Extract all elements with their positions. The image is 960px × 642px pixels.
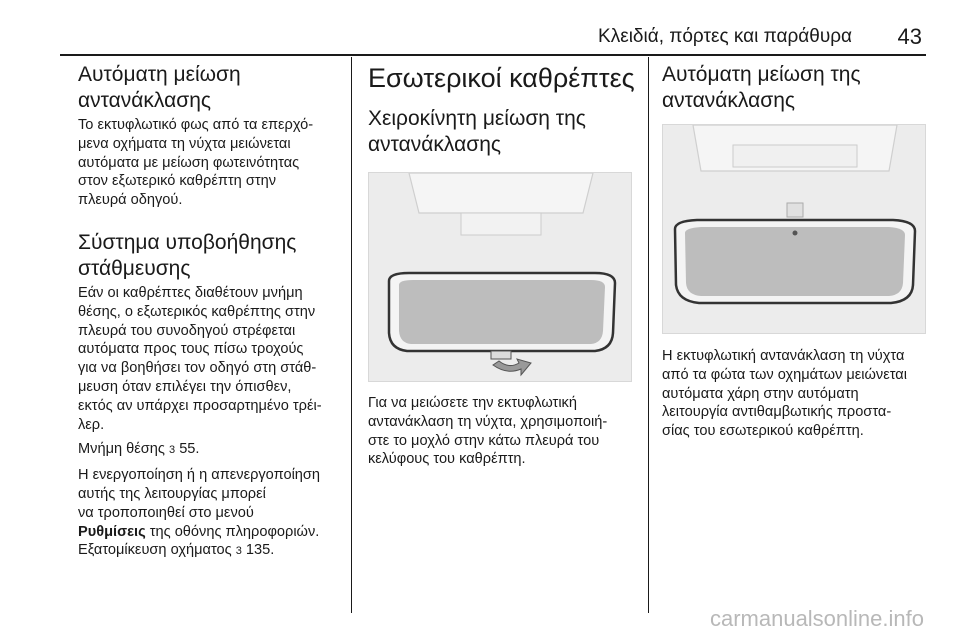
reference-text: Μνήμη θέσης [78, 441, 165, 458]
text-line: για να βοηθήσει τον οδηγό στη στάθ- [78, 360, 317, 377]
heading-line: Αυτόματη μείωση [78, 63, 241, 86]
heading-line: Αυτόματη μείωση της [662, 63, 861, 86]
heading-line: Χειροκίνητη μείωση της [368, 107, 586, 130]
activation-paragraph [78, 466, 346, 561]
auto-dimming-interior-paragraph [662, 347, 932, 441]
section-heading-auto-dimming-interior [662, 62, 932, 114]
text-line: αυτόματα με μείωση φωτεινότητας [78, 154, 300, 171]
subheading-manual-dimming [368, 106, 640, 158]
text-line: πλευρά του συνοδηγού στρέφεται [78, 322, 296, 339]
text-line: λειτουργία αντιθαμβωτικής προστα- [662, 404, 892, 421]
chapter-title: Κλειδιά, πόρτες και παράθυρα [598, 26, 852, 47]
heading-line: αντανάκλασης [78, 89, 212, 112]
heading-line: αντανάκλασης [368, 133, 502, 156]
page-ref-arrow-icon: 3 [235, 545, 242, 558]
text-line: στον εξωτερικό καθρέπτη στην [78, 173, 277, 190]
page-number: 43 [897, 24, 922, 49]
text-line: σίας του εσωτερικού καθρέπτη. [662, 423, 864, 440]
memory-reference [78, 440, 346, 460]
text-line: αντανάκλαση τη νύχτα, χρησιμοποιή- [368, 413, 608, 430]
heading-line: Σύστημα υποβοήθησης [78, 230, 297, 254]
column-divider-2 [648, 57, 649, 613]
text-line: μενα οχήματα τη νύχτα μειώνεται [78, 135, 291, 152]
parking-assist-paragraph [78, 284, 346, 434]
text-fragment: της οθόνης πληροφοριών. [149, 523, 320, 540]
column-divider-1 [351, 57, 352, 613]
text-line: Για να μειώσετε την εκτυφλωτική [368, 395, 577, 411]
page-header [60, 22, 926, 56]
text-line: μευση όταν επιλέγει την όπισθεν, [78, 378, 292, 395]
auto-dimming-paragraph [78, 116, 346, 210]
section-heading-auto-dimming [78, 62, 346, 114]
text-line: κελύφους του καθρέπτη. [368, 451, 526, 468]
text-line: Το εκτυφλωτικό φως από τα επερχό- [78, 117, 314, 133]
text-line [78, 541, 346, 561]
settings-menu-label: Ρυθμίσεις [78, 523, 146, 540]
heading-line: στάθμευσης [78, 256, 191, 280]
interior-mirror-icon [663, 125, 926, 334]
reference-page[interactable]: 135. [245, 542, 275, 559]
text-line: Εάν οι καθρέπτες διαθέτουν μνήμη [78, 284, 303, 301]
text-line: αυτόματα προς τους πίσω τροχούς [78, 341, 304, 358]
section-heading-interior-mirrors: Εσωτερικοί καθρέπτες [368, 63, 635, 93]
text-line: αυτόματα χάρη στην αυτόματη [662, 385, 859, 402]
manual-dimming-paragraph [368, 394, 640, 469]
text-line: Η ενεργοποίηση ή η απενεργοποίηση [78, 467, 321, 484]
text-line: από τα φώτα των οχημάτων μειώνεται [662, 366, 907, 383]
reference-page[interactable]: 55. [179, 441, 200, 458]
heading-line: αντανάκλασης [662, 89, 796, 112]
text-fragment: Εξατομίκευση οχήματος [78, 542, 232, 559]
text-line [78, 523, 346, 542]
text-line: θέσης, ο εξωτερικός καθρέπτης στην [78, 303, 316, 320]
column-left [78, 62, 346, 561]
column-right [662, 62, 932, 441]
section-heading-parking-assist [78, 230, 346, 282]
header-rule [60, 54, 926, 56]
manual-mirror-illustration [368, 172, 632, 382]
text-line: στε το μοχλό στην κάτω πλευρά του [368, 432, 600, 449]
text-line: πλευρά οδηγού. [78, 192, 183, 209]
text-line: εκτός αν υπάρχει προσαρτημένο τρέι- [78, 397, 322, 414]
text-line: αυτής της λειτουργίας μπορεί [78, 485, 266, 502]
column-middle [368, 62, 640, 469]
text-line: να τροποποιηθεί στο μενού [78, 504, 254, 521]
mirror-lever-icon [369, 173, 632, 382]
text-line: λερ. [78, 416, 105, 433]
text-line: Η εκτυφλωτική αντανάκλαση τη νύχτα [662, 348, 905, 364]
watermark: carmanualsonline.info [709, 606, 924, 631]
page-ref-arrow-icon: 3 [169, 444, 176, 457]
auto-mirror-illustration [662, 124, 926, 334]
